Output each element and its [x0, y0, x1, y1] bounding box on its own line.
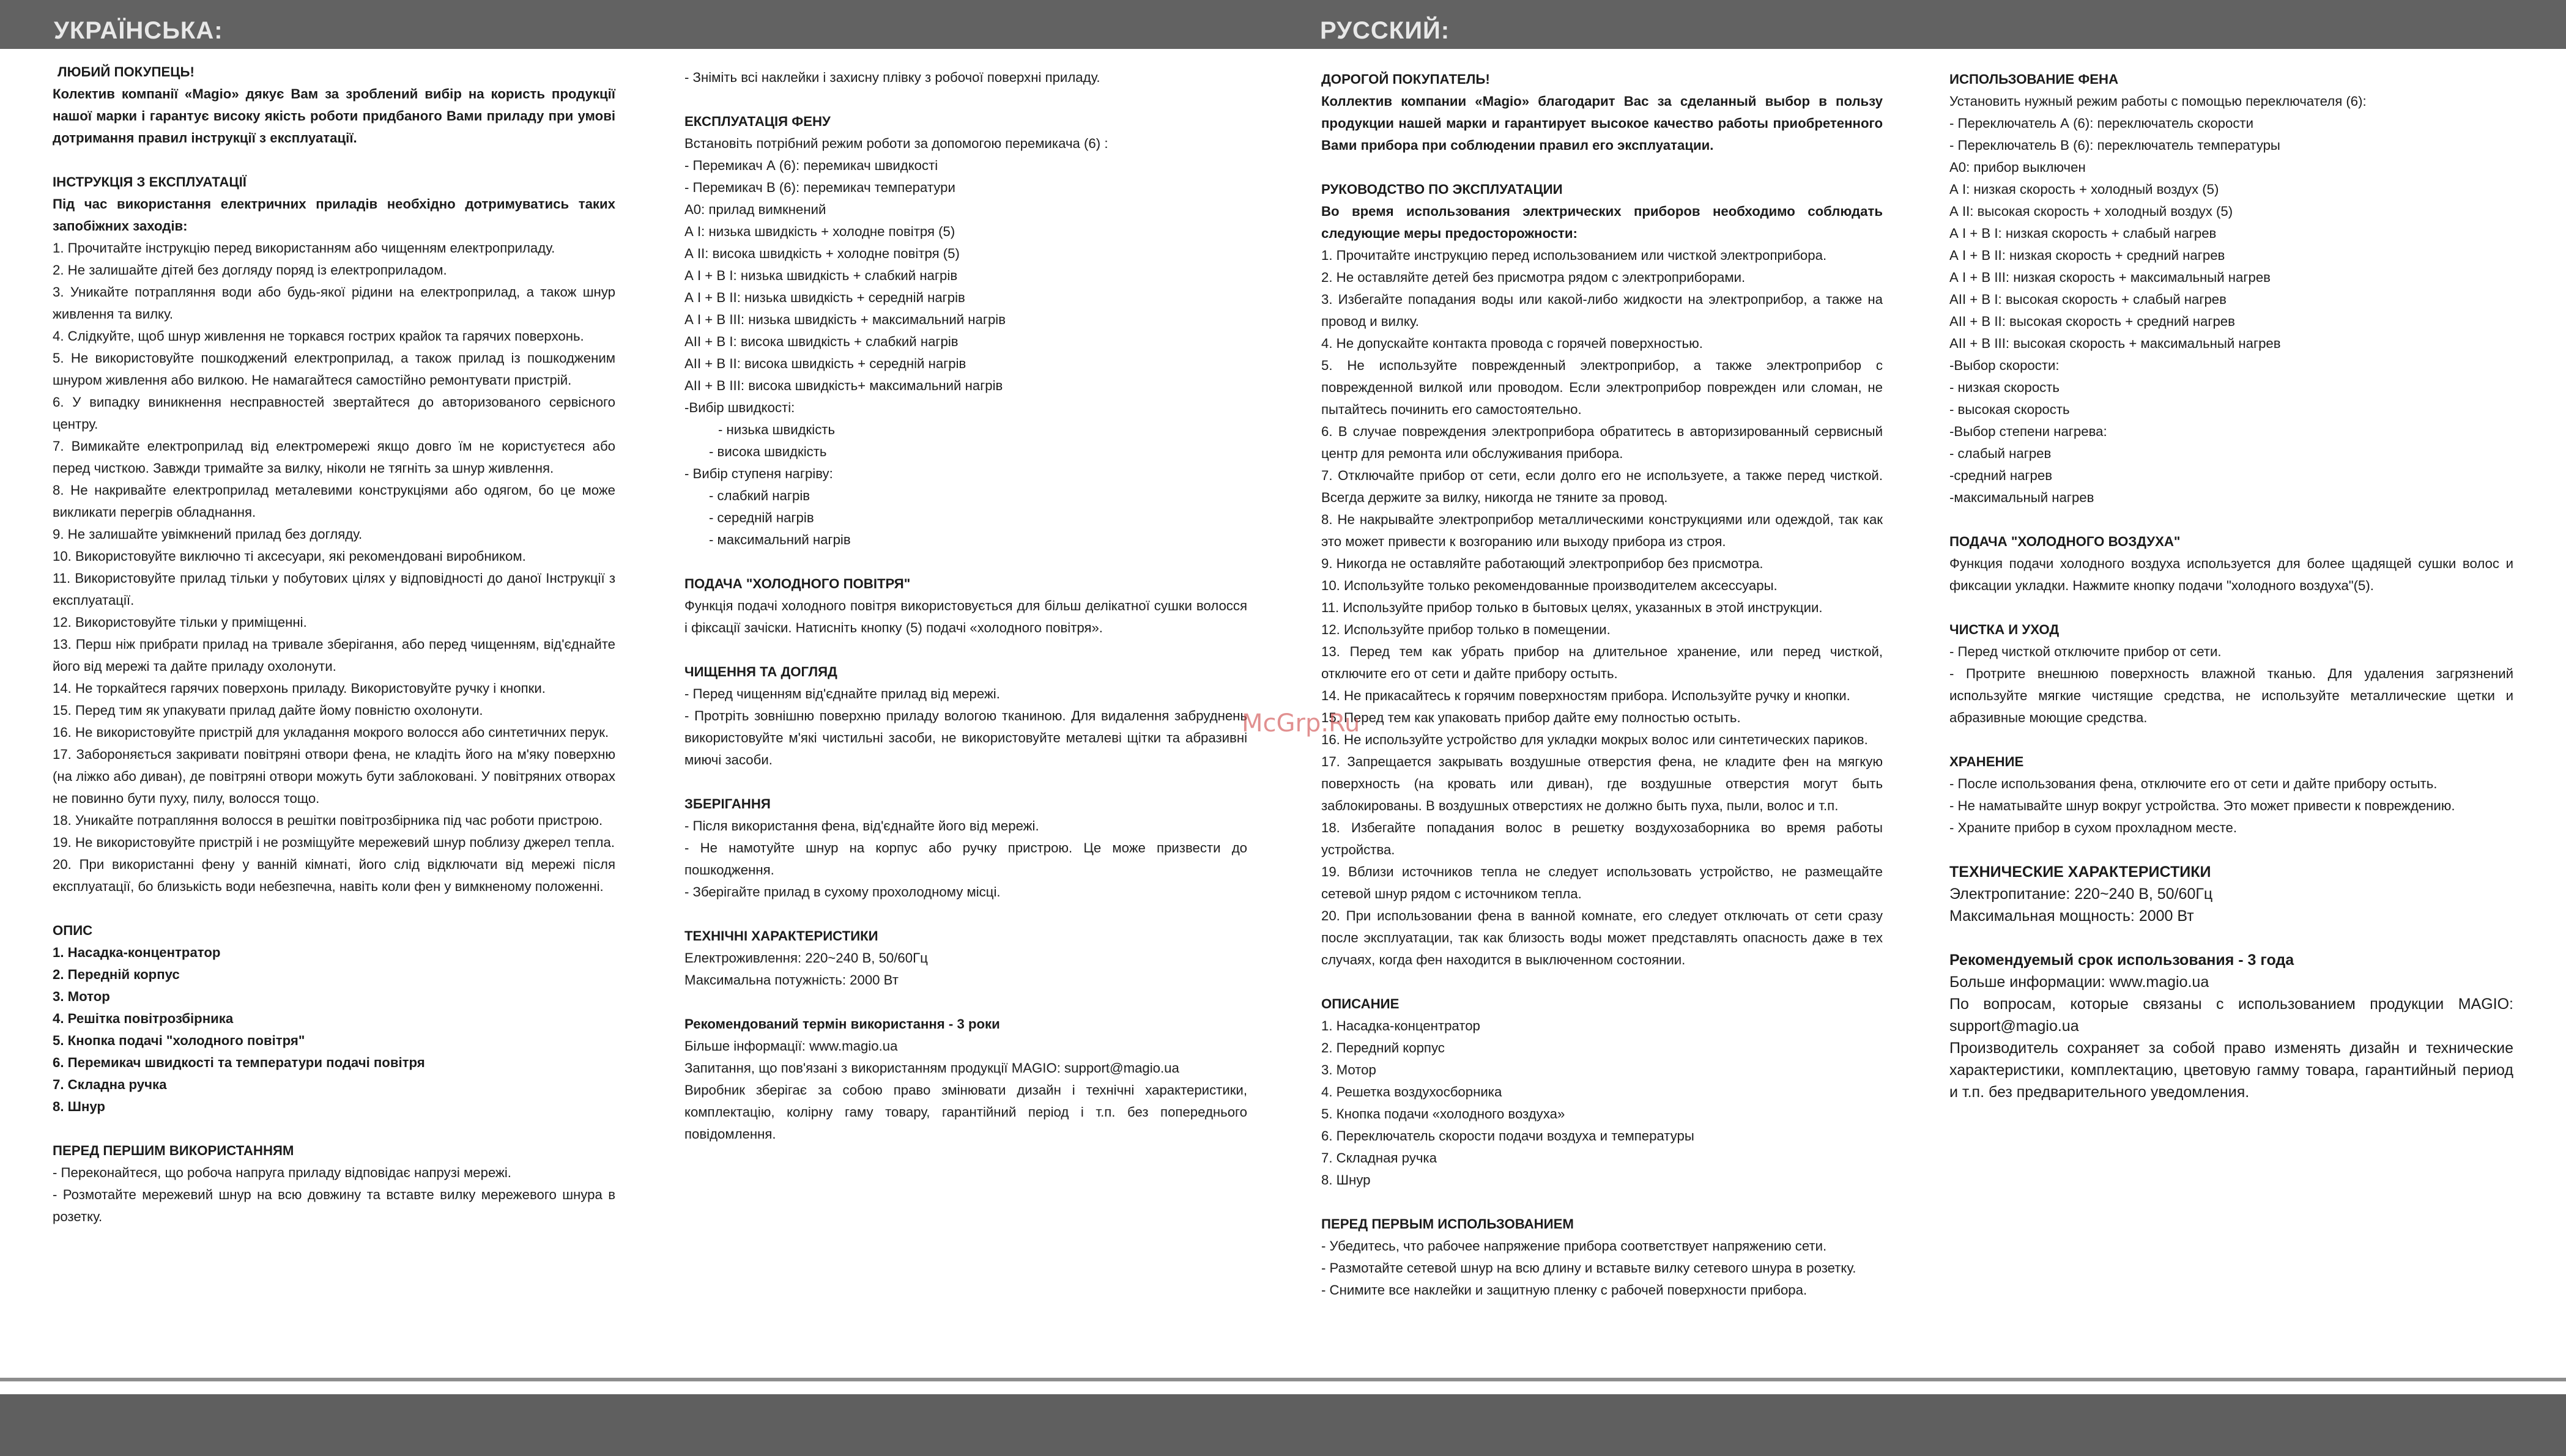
ua-usage-item: - Перемикач А (6): перемикач швидкості: [684, 158, 938, 173]
ru-safety-item: 3. Избегайте попадания воды или какой-либо жидкости на электроприбор, а также на провод и вилку.: [1321, 292, 1883, 329]
ua-heat-title: - Вибір ступеня нагріву:: [684, 466, 833, 481]
ua-safety-item: 7. Вимикайте електроприлад від електромережі якщо довго їм не користуєтеся або перед чисткою. Завжди тримайте за вилку, ніколи не тягніть за шнур живлення.: [53, 438, 615, 476]
ru-usage-item: А I: низкая скорость + холодный воздух (5): [1949, 182, 2219, 197]
ua-desc-item: 6. Перемикач швидкості та температури подачі повітря: [53, 1055, 425, 1070]
ua-safety-item: 15. Перед тим як упакувати прилад дайте йому повністю охолонути.: [53, 703, 483, 718]
ru-safety-item: 5. Не используйте поврежденный электроприбор, а также электроприбор с поврежденной вилкой или проводом. Если электроприбор поврежден или сломан, не пытайтесь починить его самостоятельно.: [1321, 358, 1883, 417]
ua-safety-item: 13. Перш ніж прибрати прилад на тривале зберігання, або перед чищенням, від'єднайте його від мережі та дайте приладу охолонути.: [53, 637, 615, 674]
ua-usage-item: Встановіть потрібний режим роботи за допомогою перемикача (6) :: [684, 136, 1108, 151]
ru-usage-item: -Выбор степени нагрева:: [1949, 424, 2107, 439]
ru-usage-item: АII + В III: высокая скорость + максимальный нагрев: [1949, 336, 2281, 351]
ru-cold-title: ПОДАЧА "ХОЛОДНОГО ВОЗДУХА": [1949, 534, 2181, 549]
ru-clean-item: - Перед чисткой отключите прибор от сети.: [1949, 644, 2222, 659]
ua-before-item: - Зніміть всі наклейки і захисну плівку з робочої поверхні приладу.: [684, 70, 1100, 85]
ua-usage-item: А I + В II: низька швидкість + середній нагрів: [684, 290, 965, 305]
ua-safety-item: 5. Не використовуйте пошкоджений електроприлад, а також прилад із пошкодженим шнуром живлення або вилкою. Не намагайтеся самостійно ремонтувати пристрій.: [53, 350, 615, 388]
ru-usage-item: - Переключатель В (6): переключатель температуры: [1949, 138, 2280, 153]
ua-rights: Виробник зберігає за собою право змінювати дизайн і технічні характеристики, комплектацію, колірну гаму товару, гарантійний період і т.п. без попереднього повідомлення.: [684, 1082, 1247, 1142]
ua-clean-title: ЧИЩЕННЯ ТА ДОГЛЯД: [684, 664, 837, 679]
ua-desc-item: 2. Передній корпус: [53, 967, 180, 982]
ua-term: Рекомендований термін використання - 3 роки: [684, 1016, 1000, 1032]
ua-manual-lead: Під час використання електричних приладів необхідно дотримуватись таких запобіжних заходів:: [53, 196, 615, 234]
ru-desc-item: 6. Переключатель скорости подачи воздуха и температуры: [1321, 1128, 1694, 1144]
ru-desc-item: 2. Передний корпус: [1321, 1040, 1445, 1055]
ru-clean-title: ЧИСТКА И УХОД: [1949, 622, 2060, 637]
ru-safety-item: 13. Перед тем как убрать прибор на длительное хранение, или перед чисткой, отключите его от сети и дайте прибору остыть.: [1321, 644, 1883, 681]
ua-store-item: - Після використання фена, від'єднайте його від мережі.: [684, 818, 1039, 833]
ru-tech-item: Максимальная мощность: 2000 Вт: [1949, 907, 2194, 925]
ua-desc-item: 3. Мотор: [53, 989, 110, 1004]
ru-desc-item: 8. Шнур: [1321, 1172, 1371, 1188]
ua-cold-title: ПОДАЧА "ХОЛОДНОГО ПОВІТРЯ": [684, 576, 911, 591]
ukrainian-heading: УКРАЇНСЬКА:: [54, 17, 223, 44]
ru-more-info: Больше информации: www.magio.ua: [1949, 974, 2209, 991]
ru-before-item: - Размотайте сетевой шнур на всю длину и вставьте вилку сетевого шнура в розетку.: [1321, 1260, 1856, 1276]
ru-cold-text: Функция подачи холодного воздуха используется для более щадящей сушки волос и фиксации укладки. Нажмите кнопку подачи "холодного воздуха"(5).: [1949, 556, 2513, 593]
ua-usage-item: А I + В III: низька швидкість + максимальний нагрів: [684, 312, 1006, 327]
ua-safety-item: 8. Не накривайте електроприлад металевими конструкціями або одягом, бо це може викликати перегрів обладнання.: [53, 482, 615, 520]
ru-safety-item: 2. Не оставляйте детей без присмотра рядом с электроприборами.: [1321, 270, 1746, 285]
bottom-divider: [0, 1378, 2566, 1381]
ua-before-title: ПЕРЕД ПЕРШИМ ВИКОРИСТАННЯМ: [53, 1143, 294, 1158]
ru-safety-item: 1. Прочитайте инструкцию перед использованием или чисткой электроприбора.: [1321, 248, 1827, 263]
ru-manual-lead: Во время использования электрических приборов необходимо соблюдать следующие меры предосторожности:: [1321, 204, 1883, 241]
ua-clean-item: - Перед чищенням від'єднайте прилад від мережі.: [684, 686, 1000, 701]
ua-usage-item: - Перемикач В (6): перемикач температури: [684, 180, 955, 195]
ru-rights: Производитель сохраняет за собой право изменять дизайн и технические характеристики, комплектацию, цветовую гамму товара, гарантийный период и т.п. без предварительного уведомления.: [1949, 1040, 2513, 1101]
ua-desc-item: 8. Шнур: [53, 1099, 105, 1114]
ua-before-item: - Розмотайте мережевий шнур на всю довжину та вставте вилку мережевого шнура в розетку.: [53, 1187, 615, 1224]
ru-safety-item: 6. В случае повреждения электроприбора обратитесь в авторизированный сервисный центр для ремонта или обслуживания прибора.: [1321, 424, 1883, 461]
ua-store-item: - Зберігайте прилад в сухому прохолодному місці.: [684, 884, 1001, 900]
ua-more-info: Більше інформації: www.magio.ua: [684, 1038, 898, 1054]
ru-intro: Коллектив компании «Magio» благодарит Вас за сделанный выбор в пользу продукции нашей марки и гарантирует высокое качество работы приобретенного Вами прибора при соблюдении правил его эксплуатации.: [1321, 94, 1883, 153]
ru-tech-title: ТЕХНИЧЕСКИЕ ХАРАКТЕРИСТИКИ: [1949, 863, 2211, 881]
ru-usage-item: А I + В II: низкая скорость + средний нагрев: [1949, 248, 2225, 263]
ua-speed-option: - висока швидкість: [709, 444, 827, 459]
ru-usage-item: А I + В I: низкая скорость + слабый нагрев: [1949, 226, 2217, 241]
ua-safety-item: 11. Використовуйте прилад тільки у побутових цілях у відповідності до даної Інструкції з експлуатації.: [53, 571, 615, 608]
ua-safety-item: 4. Слідкуйте, щоб шнур живлення не торкався гострих крайок та гарячих поверхонь.: [53, 328, 584, 344]
ru-tech-item: Электропитание: 220~240 В, 50/60Гц: [1949, 885, 2213, 903]
ru-questions: По вопросам, которые связаны с использованием продукции MAGIO: support@magio.ua: [1949, 996, 2513, 1035]
ua-safety-item: 14. Не торкайтеся гарячих поверхонь приладу. Використовуйте ручку і кнопки.: [53, 681, 546, 696]
ru-usage-item: -Выбор скорости:: [1949, 358, 2060, 373]
ua-desc-item: 7. Складна ручка: [53, 1077, 167, 1092]
ru-safety-item: 9. Никогда не оставляйте работающий электроприбор без присмотра.: [1321, 556, 1763, 571]
ru-desc-item: 1. Насадка-концентратор: [1321, 1018, 1480, 1033]
ua-intro: Колектив компанії «Magio» дякує Вам за зроблений вибір на користь продукції нашої марки і гарантує високу якість роботи придбаного Вами приладу при умові дотримання правил інструкції з експлуатації.: [53, 86, 615, 146]
ua-usage-title: ЕКСПЛУАТАЦІЯ ФЕНУ: [684, 114, 831, 129]
ua-usage-item: АII + В I: висока швидкість + слабкий нагрів: [684, 334, 959, 349]
ua-before-item: - Переконайтеся, що робоча напруга приладу відповідає напрузі мережі.: [53, 1165, 511, 1180]
ua-safety-item: 1. Прочитайте інструкцію перед використанням або чищенням електроприладу.: [53, 240, 555, 256]
ru-usage-item: А I + В III: низкая скорость + максимальный нагрев: [1949, 270, 2271, 285]
ru-before-item: - Убедитесь, что рабочее напряжение прибора соответствует напряжению сети.: [1321, 1238, 1827, 1254]
ru-usage-item: - слабый нагрев: [1949, 446, 2052, 461]
ua-safety-item: 3. Уникайте потрапляння води або будь-якої рідини на електроприлад, а також шнур живлення та вилку.: [53, 284, 615, 322]
ru-usage-item: А0: прибор выключен: [1949, 160, 2086, 175]
ua-safety-item: 17. Забороняється закривати повітряні отвори фена, не кладіть його на м'яку поверхню (на ліжко або диван), де повітряні отвори можуть бути заблоковані. У повітряних отворах не повинно бути пуху, пилу, волосся тощо.: [53, 747, 615, 806]
ru-term: Рекомендуемый срок использования - 3 года: [1949, 952, 2294, 969]
ru-manual-title: РУКОВОДСТВО ПО ЭКСПЛУАТАЦИИ: [1321, 182, 1563, 197]
ua-safety-item: 12. Використовуйте тільки у приміщенні.: [53, 615, 307, 630]
ru-safety-item: 12. Используйте прибор только в помещении.: [1321, 622, 1611, 637]
ru-column-2: [1949, 68, 2513, 1103]
ua-usage-item: АII + В II: висока швидкість + середній нагрів: [684, 356, 966, 371]
ua-safety-item: 16. Не використовуйте пристрій для укладання мокрого волосся або синтетичних перук.: [53, 725, 609, 740]
ua-safety-item: 20. При використанні фену у ванній кімнаті, його слід відключати від мережі після експлуатації, бо близькість води небезпечна, навіть коли фен у вимкненому положенні.: [53, 857, 615, 894]
ru-store-item: - После использования фена, отключите его от сети и дайте прибору остыть.: [1949, 776, 2438, 791]
header-bar: [0, 0, 2566, 49]
ua-cold-text: Функція подачі холодного повітря використовується для більш делікатної сушки волосся і фіксації зачіски. Натисніть кнопку (5) подачі «холодного повітря».: [684, 598, 1247, 635]
ua-safety-item: 10. Використовуйте виключно ті аксесуари, які рекомендовані виробником.: [53, 549, 526, 564]
ru-desc-item: 4. Решетка воздухосборника: [1321, 1084, 1502, 1099]
ru-usage-item: - Переключатель А (6): переключатель скорости: [1949, 116, 2253, 131]
ru-column-1: [1321, 68, 1883, 1301]
ua-safety-item: 9. Не залишайте увімкнений прилад без догляду.: [53, 527, 363, 542]
ru-store-item: - Храните прибор в сухом прохладном месте.: [1949, 820, 2238, 835]
ru-safety-item: 18. Избегайте попадания волос в решетку воздухозаборника во время работы устройства.: [1321, 820, 1883, 857]
ru-usage-item: -максимальный нагрев: [1949, 490, 2094, 505]
ru-usage-item: -средний нагрев: [1949, 468, 2052, 483]
ru-safety-item: 20. При использовании фена в ванной комнате, его следует отключать от сети сразу после эксплуатации, так как близость воды может представлять опасность даже в тех случаях, когда фен находится в выключенном состоянии.: [1321, 908, 1883, 967]
ru-usage-item: - низкая скорость: [1949, 380, 2060, 395]
ua-tech-item: Максимальна потужність: 2000 Вт: [684, 972, 899, 988]
ru-safety-item: 16. Не используйте устройство для укладки мокрых волос или синтетических париков.: [1321, 732, 1868, 747]
ua-usage-item: А0: прилад вимкнений: [684, 202, 826, 217]
ua-safety-item: 6. У випадку виникнення несправностей звертайтеся до авторизованого сервісного центру.: [53, 394, 615, 432]
ru-store-item: - Не наматывайте шнур вокруг устройства. Это может привести к повреждению.: [1949, 798, 2455, 813]
ua-column-2: [684, 67, 1247, 1145]
ua-tech-title: ТЕХНІЧНІ ХАРАКТЕРИСТИКИ: [684, 928, 878, 944]
ru-safety-item: 17. Запрещается закрывать воздушные отверстия фена, не кладите фен на мягкую поверхность (на кровать или диван), где воздушные отверстия могут быть заблокированы. В воздушных отверстиях не должно быть пуха, пыли, волос и т.п.: [1321, 754, 1883, 813]
ru-safety-item: 4. Не допускайте контакта провода с горячей поверхностью.: [1321, 336, 1703, 351]
ua-questions: Запитання, що пов'язані з використанням продукції MAGIO: support@magio.ua: [684, 1060, 1179, 1076]
ru-safety-item: 14. Не прикасайтесь к горячим поверхностям прибора. Используйте ручку и кнопки.: [1321, 688, 1850, 703]
ua-greeting: ЛЮБИЙ ПОКУПЕЦЬ!: [57, 64, 195, 79]
ru-usage-title: ИСПОЛЬЗОВАНИЕ ФЕНА: [1949, 72, 2119, 87]
watermark: McGrp.Ru: [1242, 709, 1360, 737]
footer-bar: [0, 1394, 2566, 1456]
ua-heat-option: - максимальний нагрів: [709, 532, 851, 547]
ua-safety-item: 2. Не залишайте дітей без догляду поряд із електроприладом.: [53, 262, 447, 278]
ru-desc-title: ОПИСАНИЕ: [1321, 996, 1400, 1011]
ua-heat-option: - середній нагрів: [709, 510, 814, 525]
ua-store-item: - Не намотуйте шнур на корпус або ручку пристрою. Це може призвести до пошкодження.: [684, 840, 1247, 878]
russian-heading: РУССКИЙ:: [1320, 17, 1450, 44]
ru-before-title: ПЕРЕД ПЕРВЫМ ИСПОЛЬЗОВАНИЕМ: [1321, 1216, 1574, 1232]
ru-greeting: ДОРОГОЙ ПОКУПАТЕЛЬ!: [1321, 72, 1490, 87]
ru-safety-item: 7. Отключайте прибор от сети, если долго его не используете, а также перед чисткой. Всегда держите за вилку, никогда не тяните за провод.: [1321, 468, 1883, 505]
ru-desc-item: 7. Складная ручка: [1321, 1150, 1437, 1166]
ua-column-1: [53, 61, 615, 1228]
ua-usage-item: А I: низька швидкість + холодне повітря (5): [684, 224, 955, 239]
ua-usage-item: АII + В III: висока швидкість+ максимальний нагрів: [684, 378, 1003, 393]
ua-usage-item: А I + В I: низька швидкість + слабкий нагрів: [684, 268, 958, 283]
ua-usage-item: -Вибір швидкості:: [684, 400, 795, 415]
ru-desc-item: 5. Кнопка подачи «холодного воздуха»: [1321, 1106, 1565, 1122]
ua-safety-item: 18. Уникайте потрапляння волосся в решітки повітрозбірника під час роботи пристрою.: [53, 813, 603, 828]
ua-clean-item: - Протріть зовнішню поверхню приладу вологою тканиною. Для видалення забруднень використовуйте м'які чистильні засоби, не використовуйте металеві щітки та абразивні миючі засоби.: [684, 708, 1247, 767]
ua-speed-option: - низька швидкість: [718, 422, 836, 437]
ua-manual-title: ІНСТРУКЦІЯ З ЕКСПЛУАТАЦІЇ: [53, 174, 247, 190]
ru-safety-item: 11. Используйте прибор только в бытовых целях, указанных в этой инструкции.: [1321, 600, 1823, 615]
ru-before-item: - Снимите все наклейки и защитную пленку с рабочей поверхности прибора.: [1321, 1282, 1808, 1298]
ua-desc-title: ОПИС: [53, 923, 93, 938]
ru-safety-item: 8. Не накрывайте электроприбор металлическими конструкциями или одеждой, так как это может привести к возгоранию или выходу прибора из строя.: [1321, 512, 1883, 549]
ua-desc-item: 4. Решітка повітрозбірника: [53, 1011, 234, 1026]
ru-clean-item: - Протрите внешнюю поверхность влажной тканью. Для удаления загрязнений используйте мягкие чистящие средства, не используйте металлические щетки и абразивные моющие средства.: [1949, 666, 2513, 725]
ru-usage-item: АII + В I: высокая скорость + слабый нагрев: [1949, 292, 2227, 307]
ru-safety-item: 10. Используйте только рекомендованные производителем аксессуары.: [1321, 578, 1778, 593]
ua-safety-item: 19. Не використовуйте пристрій і не розміщуйте мережевий шнур поблизу джерел тепла.: [53, 835, 615, 850]
ua-heat-option: - слабкий нагрів: [709, 488, 810, 503]
ua-store-title: ЗБЕРІГАННЯ: [684, 796, 771, 811]
ua-desc-item: 5. Кнопка подачі "холодного повітря": [53, 1033, 305, 1048]
ru-safety-item: 19. Вблизи источников тепла не следует использовать устройство, не размещайте сетевой шнур рядом с источником тепла.: [1321, 864, 1883, 901]
ru-usage-item: Установить нужный режим работы с помощью переключателя (6):: [1949, 94, 2367, 109]
ua-usage-item: А II: висока швидкість + холодне повітря (5): [684, 246, 960, 261]
ru-desc-item: 3. Мотор: [1321, 1062, 1376, 1077]
ru-safety-item: 15. Перед тем как упаковать прибор дайте ему полностью остыть.: [1321, 710, 1741, 725]
ru-usage-item: АII + В II: высокая скорость + средний нагрев: [1949, 314, 2235, 329]
ru-usage-item: - высокая скорость: [1949, 402, 2070, 417]
ua-tech-item: Електроживлення: 220~240 В, 50/60Гц: [684, 950, 928, 966]
ru-store-title: ХРАНЕНИЕ: [1949, 754, 2024, 769]
ru-usage-item: А II: высокая скорость + холодный воздух (5): [1949, 204, 2233, 219]
ua-desc-item: 1. Насадка-концентратор: [53, 945, 221, 960]
